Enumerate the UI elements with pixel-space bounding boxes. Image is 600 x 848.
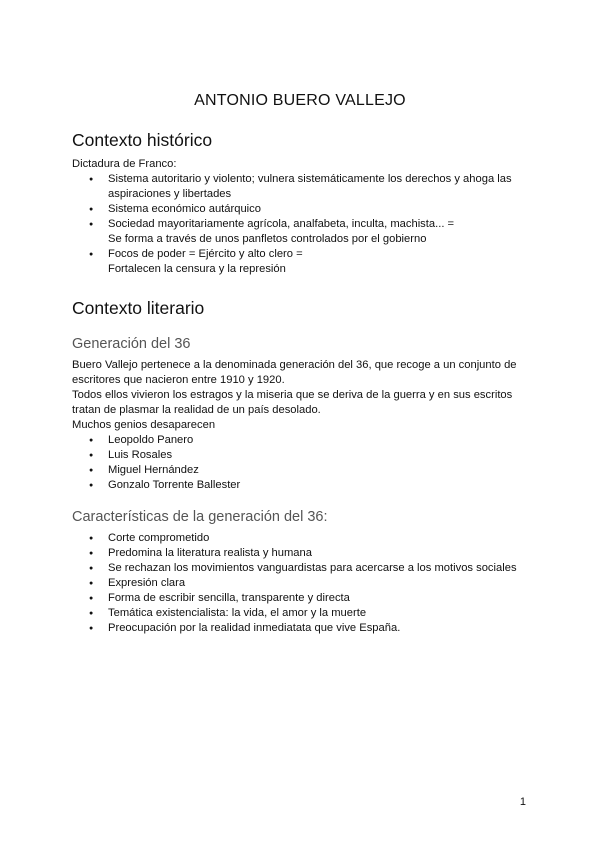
intro-dictadura: Dictadura de Franco: xyxy=(72,158,177,170)
heading-caracteristicas: Características de la generación del 36: xyxy=(72,509,328,525)
document-title: ANTONIO BUERO VALLEJO xyxy=(194,92,406,109)
page-number: 1 xyxy=(519,796,526,808)
list-item: ● Sistema económico autárquico xyxy=(72,202,532,217)
characteristics-list xyxy=(72,531,532,636)
paragraph: Todos ellos vivieron los estragos y la miseria que se deriva de la guerra y en sus escritos tratan de plasmar la realidad de un país desolado. xyxy=(72,389,513,416)
list-item: ● Predomina la literatura realista y humana xyxy=(72,546,532,561)
list-item: ● Expresión clara xyxy=(72,576,532,591)
list-item: ● Sistema autoritario y violento; vulnera sistemáticamente los derechos y ahoga las aspiraciones y libertades xyxy=(72,172,532,202)
list-item: ● Luis Rosales xyxy=(72,448,532,463)
list-item: ● Temática existencialista: la vida, el amor y la muerte xyxy=(72,606,532,621)
list-item: ● Sociedad mayoritariamente agrícola, analfabeta, inculta, machista... = Se forma a través de unos panfletos controlados por el gobierno xyxy=(72,217,532,247)
paragraph: Muchos genios desaparecen xyxy=(72,419,216,431)
authors-list xyxy=(72,433,532,493)
list-item: ● Corte comprometido xyxy=(72,531,532,546)
list-item: ● Se rechazan los movimientos vanguardistas para acercarse a los motivos sociales xyxy=(72,561,532,576)
list-item: ● Leopoldo Panero xyxy=(72,433,532,448)
list-item: ● Forma de escribir sencilla, transparente y directa xyxy=(72,591,532,606)
heading-contexto-literario: Contexto literario xyxy=(72,298,205,318)
list-item: ● Gonzalo Torrente Ballester xyxy=(72,478,532,493)
list-item: ● Focos de poder = Ejército y alto clero = Fortalecen la censura y la represión xyxy=(72,247,532,277)
list-item: ● Miguel Hernández xyxy=(72,463,532,478)
document-body xyxy=(72,128,532,636)
historical-context-list xyxy=(72,172,532,277)
paragraph: Buero Vallejo pertenece a la denominada generación del 36, que recoge a un conjunto de escritores que nacieron entre 1910 y 1920. xyxy=(72,359,517,386)
heading-generacion-36: Generación del 36 xyxy=(72,336,191,352)
list-item: ● Preocupación por la realidad inmediatata que vive España. xyxy=(72,621,532,636)
heading-contexto-historico: Contexto histórico xyxy=(72,130,213,150)
